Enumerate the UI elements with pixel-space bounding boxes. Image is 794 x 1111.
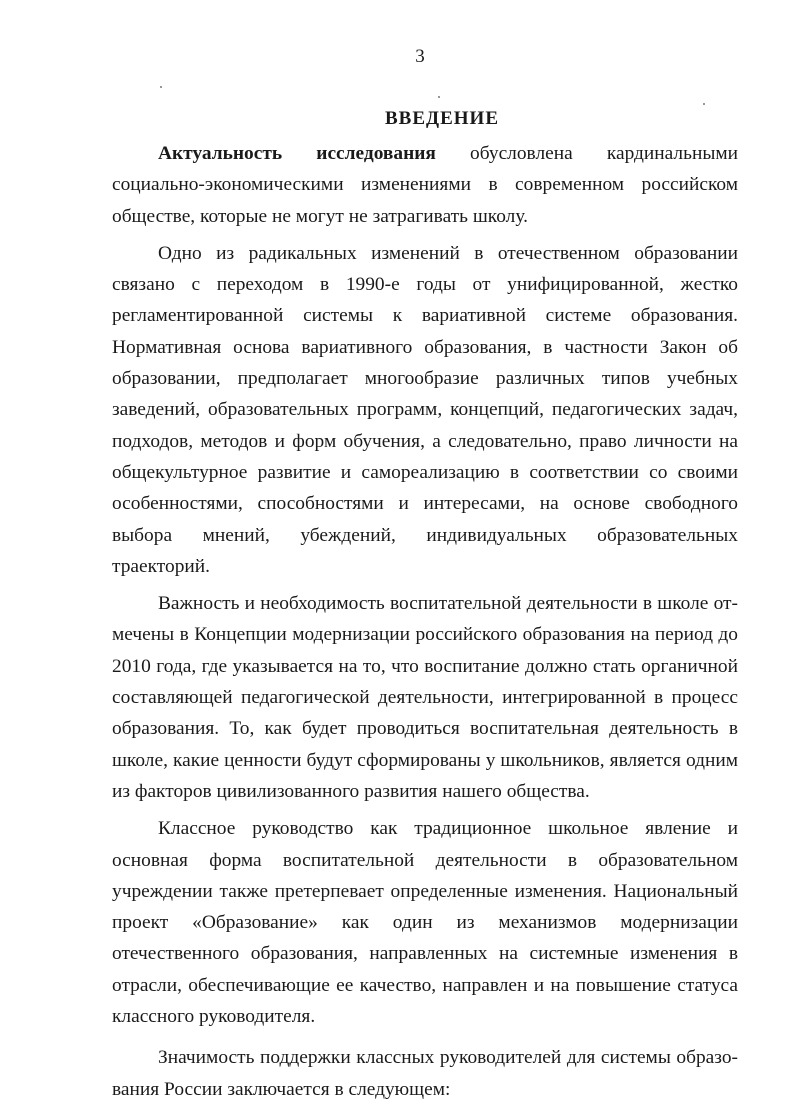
scan-speck	[703, 103, 705, 105]
paragraph-4: Классное руководство как традиционное школьное явление и основная форма воспитательной деятельности в образовательном учреждении также претерпевает определенные изменения. Национальный проект «Образование» как один из механизмов модернизации отечественного образования, направленных на системные изменения в отрасли, обеспечивающие ее качество, направлен и на повышение статуса классного руководителя.	[112, 818, 738, 1028]
paragraph-1	[112, 138, 738, 232]
section-title: ВВЕДЕНИЕ	[385, 108, 499, 129]
scan-speck	[160, 86, 162, 88]
paragraph-1-bold-lead: Актуальность исследования	[158, 143, 436, 164]
scan-speck	[438, 96, 440, 98]
paragraph-2: Одно из радикальных изменений в отечественном образовании связано с переходом в 1990-е годы от унифицированной, жестко регламентированной системы к вариативной системе образования. Нормативная основа вариативного образования, в частности Закон об образовании, предполагает многообразие различных типов учебных заведений, образовательных программ, концепций, педагогических задач, подходов, методов и форм обучения, а следовательно, право личности на общекультурное развитие и самореализацию в соответствии со своими особенностями, способностями и интересами, на основе свободного выбора мнений, убеждений, индивидуальных образовательных траекторий.	[112, 242, 738, 577]
page-number: 3	[415, 46, 425, 67]
body-text	[112, 138, 738, 1111]
paragraph-5: Значимость поддержки классных руководителей для системы образования России заключается в следующем:	[112, 1047, 738, 1100]
paragraph-1-text: обусловлена кардинальными социально-экономическими изменениями в современном российском обществе, которые не могут не затрагивать школу.	[112, 143, 739, 227]
paragraph-3: Важность и необходимость воспитательной деятельности в школе отмечены в Концепции модернизации российского образования на период до 2010 года, где указывается на то, что воспитание должно стать органичной составляющей педагогической деятельности, интегрированной в процесс образования. То, как будет проводиться воспитательная деятельность в школе, какие ценности будут сформированы у школьников, является одним из факторов цивилизованного развития нашего общества.	[112, 593, 738, 802]
